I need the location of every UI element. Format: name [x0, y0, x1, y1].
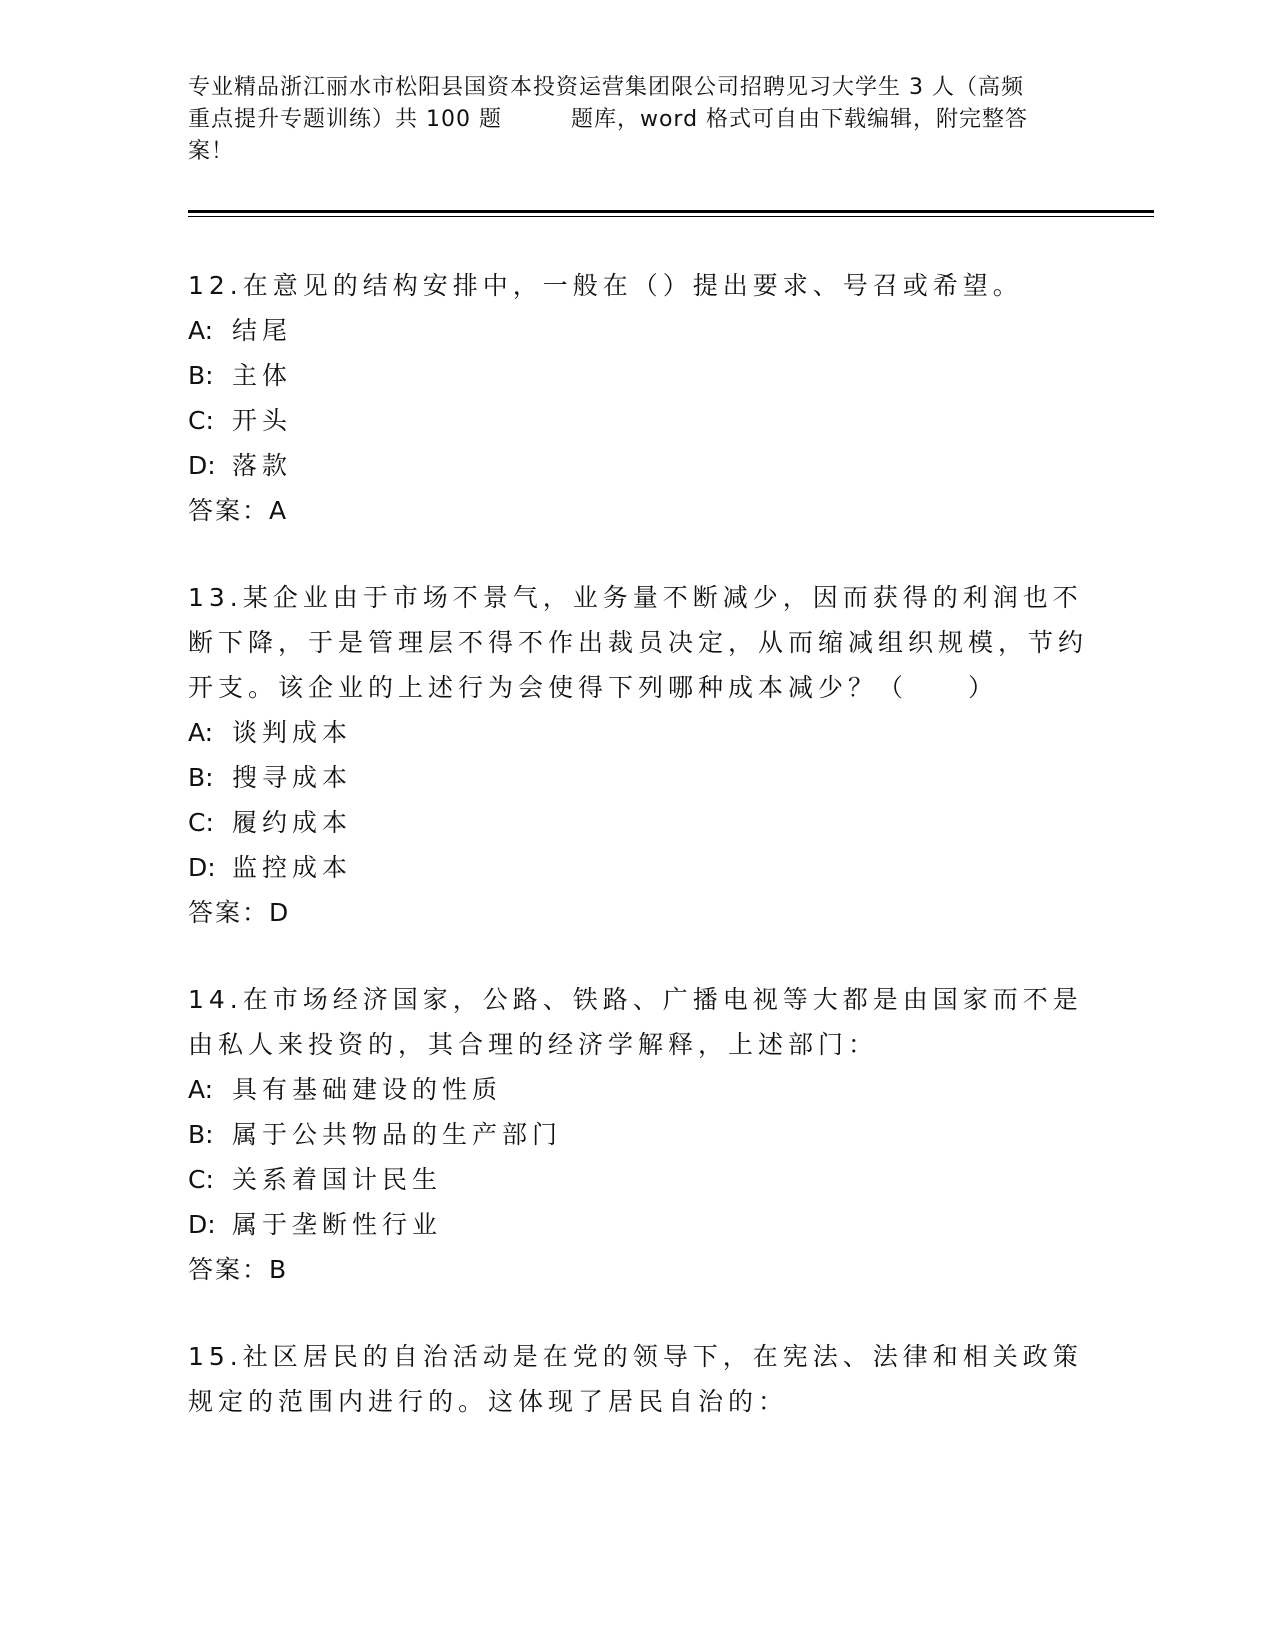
option-label: C: [188, 406, 214, 435]
answer: 答案：B [188, 1255, 289, 1284]
option-text: 谈判成本 [232, 718, 353, 747]
header-rule-thick [188, 210, 1154, 213]
option-text: 搜寻成本 [232, 763, 353, 792]
option-a [188, 308, 1088, 353]
option-label: C: [188, 1165, 214, 1194]
header-rule-thin [188, 216, 1154, 217]
document-header [188, 72, 1088, 168]
option-label: C: [188, 808, 214, 837]
option-label: D: [188, 853, 216, 882]
option-b [188, 353, 1088, 398]
option-b [188, 1112, 1088, 1157]
option-label: B: [188, 763, 214, 792]
question-text: 14.在市场经济国家，公路、铁路、广播电视等大都是由国家而不是由私人来投资的，其合理的经济学解释，上述部门： [188, 985, 1083, 1059]
answer: 答案：A [188, 496, 289, 525]
question-text: 13.某企业由于市场不景气，业务量不断减少，因而获得的利润也不断下降，于是管理层不得不作出裁员决定，从而缩减组织规模，节约开支。该企业的上述行为会使得下列哪种成本减少？（ ） [188, 583, 1089, 702]
option-a [188, 710, 1088, 755]
option-label: B: [188, 361, 214, 390]
question-text: 12.在意见的结构安排中，一般在（）提出要求、号召或希望。 [188, 271, 1023, 300]
option-text: 开头 [232, 406, 293, 435]
option-text: 关系着国计民生 [232, 1165, 443, 1194]
option-d [188, 1202, 1088, 1247]
option-text: 主体 [232, 361, 293, 390]
option-label: D: [188, 451, 216, 480]
option-c [188, 800, 1088, 845]
option-d [188, 845, 1088, 890]
option-text: 属于公共物品的生产部门 [232, 1120, 563, 1149]
question-13 [188, 575, 1088, 935]
question-text: 15.社区居民的自治活动是在党的领导下，在宪法、法律和相关政策规定的范围内进行的。这体现了居民自治的： [188, 1342, 1083, 1416]
option-text: 结尾 [232, 316, 293, 345]
header-title-line-1: 专业精品浙江丽水市松阳县国资本投资运营集团限公司招聘见习大学生 3 人（高频 [188, 75, 1024, 100]
option-d [188, 443, 1088, 488]
option-label: D: [188, 1210, 216, 1239]
question-15 [188, 1334, 1088, 1424]
option-b [188, 755, 1088, 800]
option-c [188, 1157, 1088, 1202]
answer: 答案：D [188, 898, 291, 927]
option-text: 落款 [232, 451, 293, 480]
option-label: A: [188, 1075, 214, 1104]
option-text: 履约成本 [232, 808, 353, 837]
option-label: A: [188, 316, 214, 345]
option-label: A: [188, 718, 214, 747]
option-text: 属于垄断性行业 [232, 1210, 443, 1239]
header-title-line-3: 案！ [188, 139, 235, 164]
option-a [188, 1067, 1088, 1112]
option-text: 监控成本 [232, 853, 353, 882]
question-12 [188, 263, 1088, 533]
option-label: B: [188, 1120, 214, 1149]
option-c [188, 398, 1088, 443]
header-title-line-2: 重点提升专题训练）共 100 题 题库，word 格式可自由下载编辑，附完整答 [188, 107, 1029, 132]
question-14 [188, 977, 1088, 1292]
option-text: 具有基础建设的性质 [232, 1075, 503, 1104]
question-list [188, 263, 1088, 1466]
